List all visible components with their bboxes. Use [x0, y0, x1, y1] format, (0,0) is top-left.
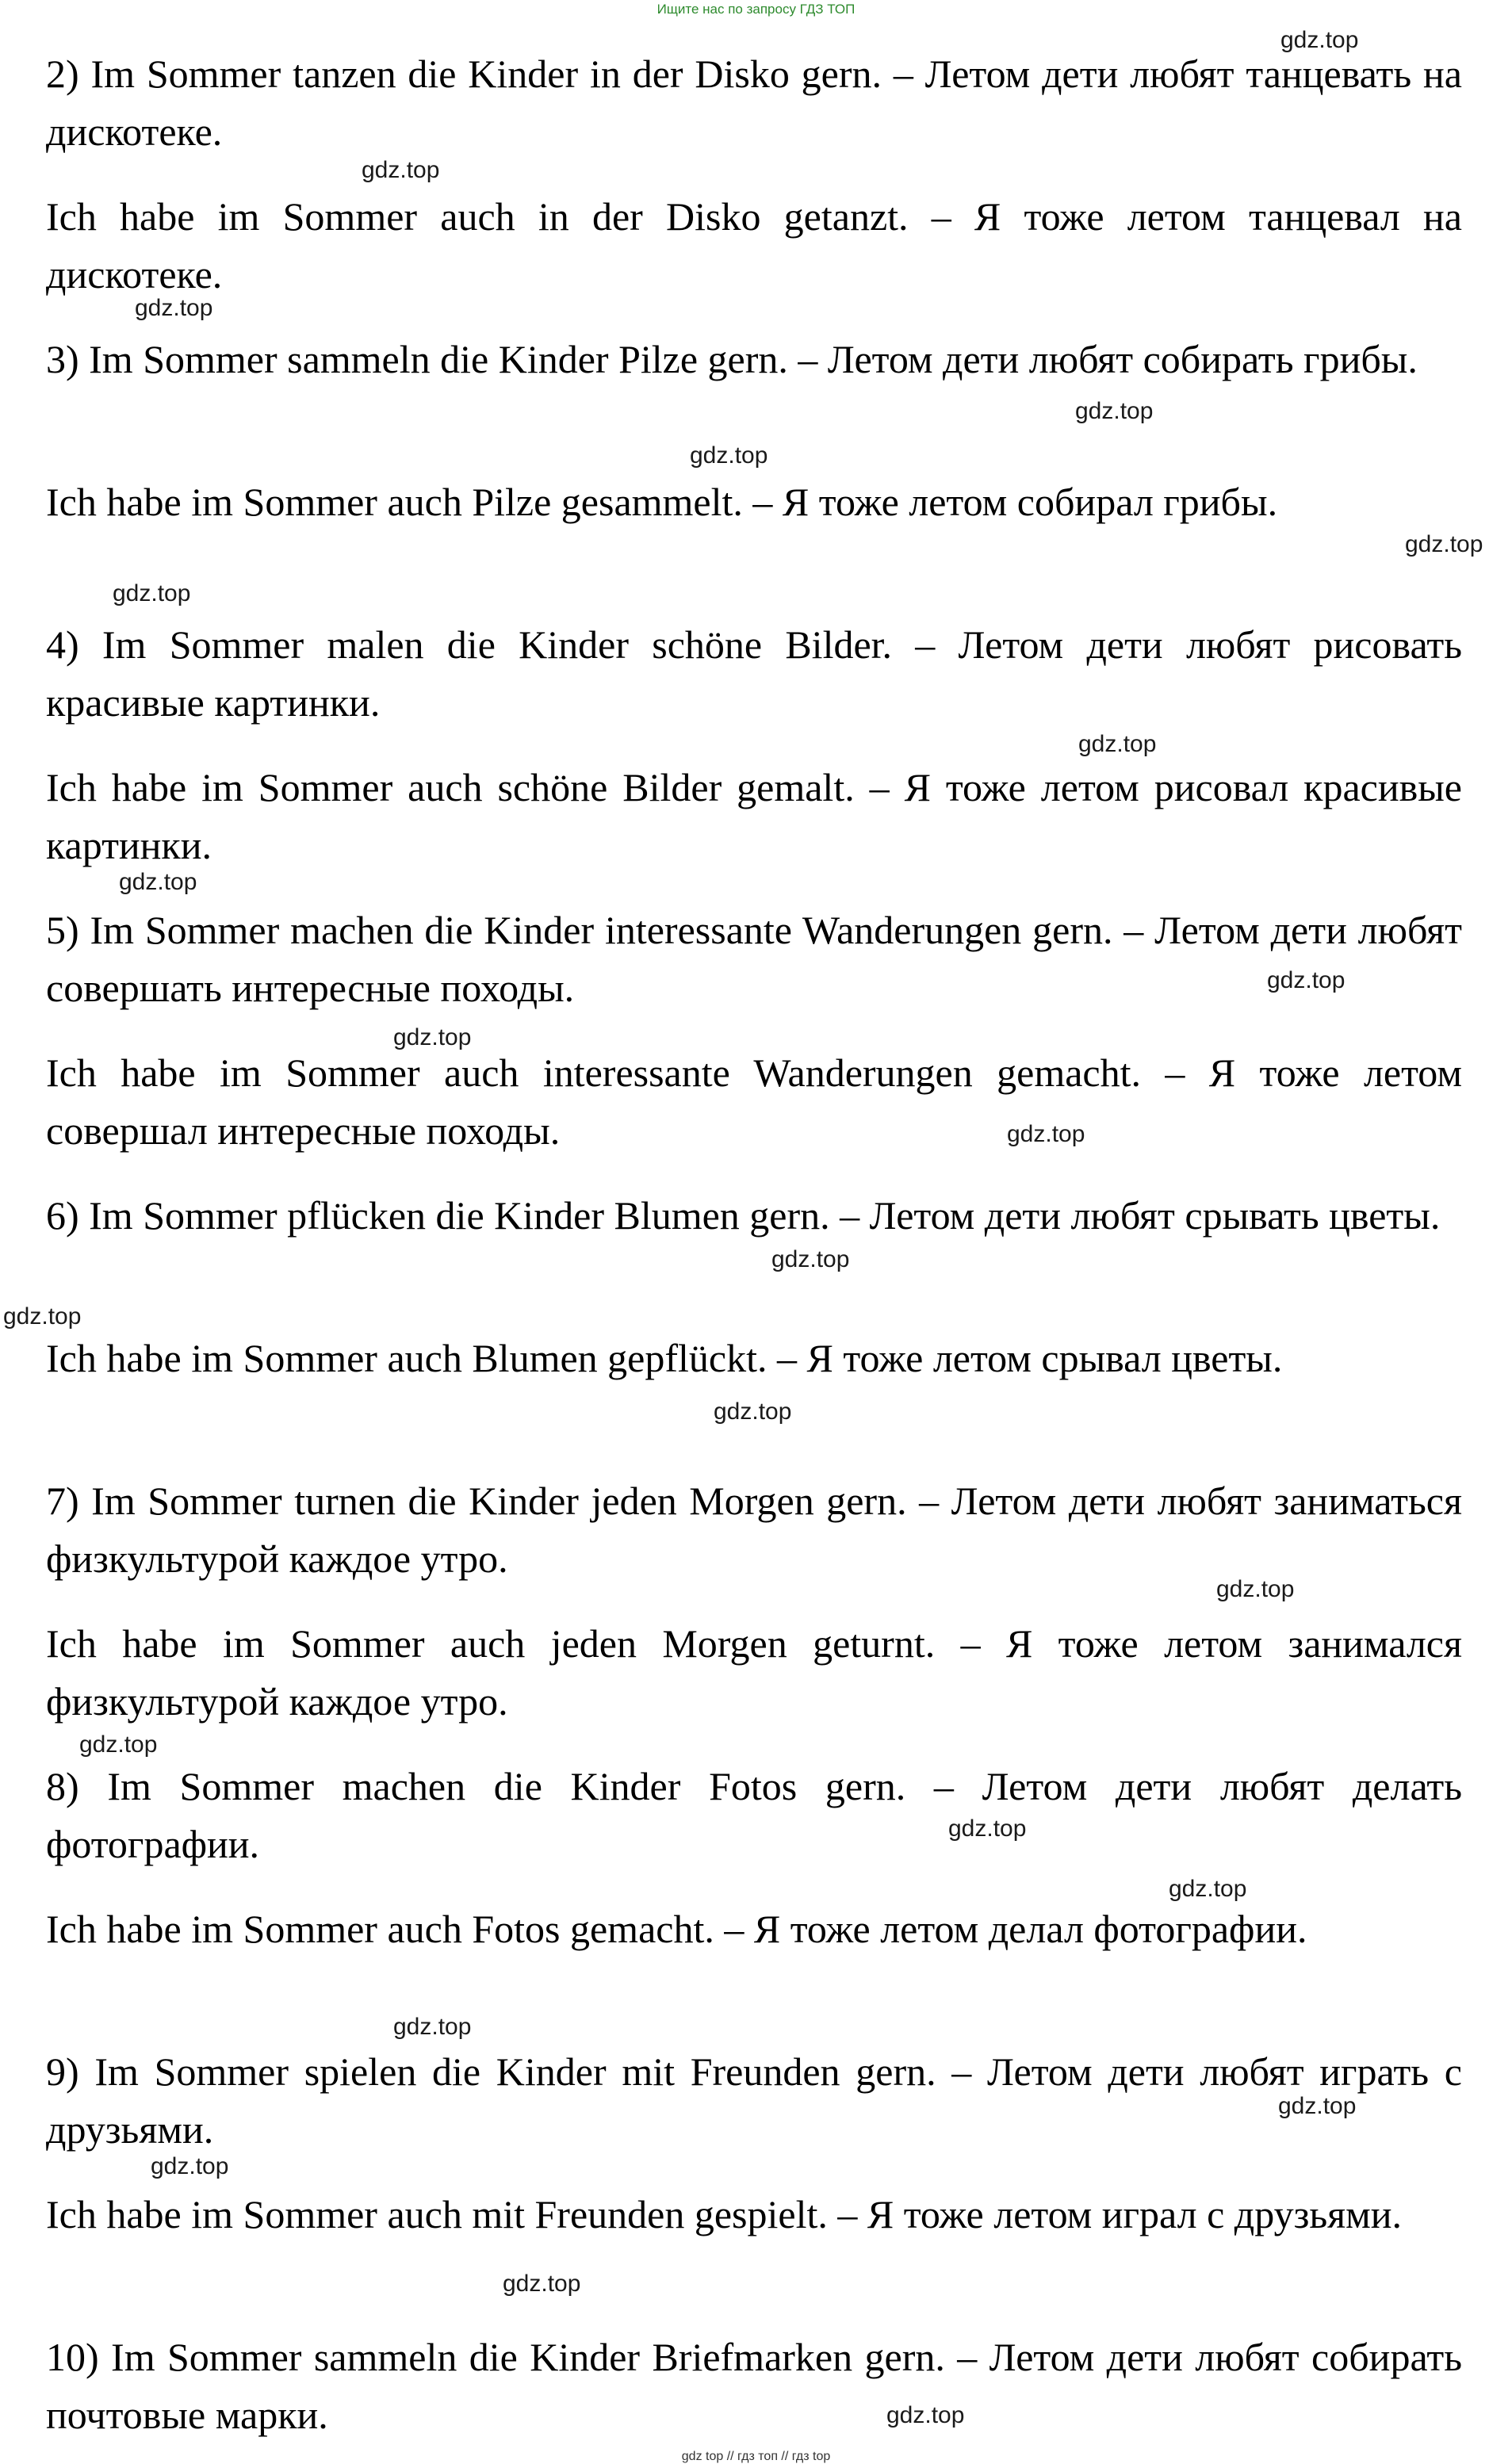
watermark: gdz.top: [393, 2014, 472, 2040]
watermark: gdz.top: [690, 442, 768, 469]
answer-9: Ich habe im Sommer auch mit Freunden gespielt. – Я тоже летом играл с друзьями.: [46, 2192, 1403, 2236]
watermark: gdz.top: [393, 1024, 472, 1050]
question-7: 7) Im Sommer turnen die Kinder jeden Morgen gern. – Летом дети любят заниматься физкультурой каждое утро.: [46, 1479, 1462, 1581]
question-4: 4) Im Sommer malen die Kinder schöne Bilder. – Летом дети любят рисовать красивые картинки.: [46, 622, 1462, 725]
question-5: 5) Im Sommer machen die Kinder interessante Wanderungen gern. – Летом дети любят совершать интересные походы.: [46, 908, 1462, 1010]
top-banner: Ищите нас по запросу ГДЗ ТОП: [656, 2, 856, 17]
watermark: gdz.top: [1280, 27, 1359, 53]
watermark: gdz.top: [886, 2402, 965, 2428]
watermark: gdz.top: [503, 2271, 581, 2297]
watermark: gdz.top: [362, 157, 440, 183]
answer-4: Ich habe im Sommer auch schöne Bilder gemalt. – Я тоже летом рисовал красивые картинки.: [46, 765, 1462, 867]
watermark: gdz.top: [1078, 731, 1157, 757]
watermark: gdz.top: [1278, 2093, 1357, 2119]
watermark: gdz.top: [135, 295, 213, 321]
answer-6: Ich habe im Sommer auch Blumen gepflückt. – Я тоже летом срывал цветы.: [46, 1336, 1283, 1380]
bottom-banner: gdz top // гдз топ // гдз top: [681, 2450, 831, 2463]
question-6: 6) Im Sommer pflücken die Kinder Blumen gern. – Летом дети любят срывать цветы.: [46, 1193, 1441, 1238]
watermark: gdz.top: [119, 869, 197, 895]
question-9: 9) Im Sommer spielen die Kinder mit Freunden gern. – Летом дети любят играть с друзьями.: [46, 2049, 1462, 2152]
question-3: 3) Im Sommer sammeln die Kinder Pilze gern. – Летом дети любят собирать грибы.: [46, 337, 1418, 381]
answer-3: Ich habe im Sommer auch Pilze gesammelt. – Я тоже летом собирал грибы.: [46, 480, 1278, 524]
question-10: 10) Im Sommer sammeln die Kinder Briefmarken gern. – Летом дети любят собирать почтовые марки.: [46, 2335, 1462, 2437]
watermark: gdz.top: [771, 1246, 850, 1272]
watermark: gdz.top: [1216, 1576, 1295, 1602]
watermark: gdz.top: [1075, 398, 1154, 424]
watermark: gdz.top: [1405, 531, 1483, 557]
question-8: 8) Im Sommer machen die Kinder Fotos gern. – Летом дети любят делать фотографии.: [46, 1764, 1462, 1866]
watermark: gdz.top: [1267, 967, 1345, 993]
answer-8: Ich habe im Sommer auch Fotos gemacht. – Я тоже летом делал фотографии.: [46, 1907, 1307, 1951]
question-2: 2) Im Sommer tanzen die Kinder in der Disko gern. – Летом дети любят танцевать на дискотеке.: [46, 52, 1462, 154]
answer-5: Ich habe im Sommer auch interessante Wanderungen gemacht. – Я тоже летом совершал интересные походы.: [46, 1050, 1462, 1153]
watermark: gdz.top: [948, 1815, 1027, 1842]
watermark: gdz.top: [79, 1731, 158, 1758]
watermark: gdz.top: [714, 1398, 792, 1425]
watermark: gdz.top: [151, 2153, 229, 2179]
answer-7: Ich habe im Sommer auch jeden Morgen geturnt. – Я тоже летом занимался физкультурой каждое утро.: [46, 1621, 1462, 1724]
watermark: gdz.top: [1169, 1876, 1247, 1902]
watermark: gdz.top: [113, 580, 191, 606]
watermark: gdz.top: [3, 1303, 82, 1330]
answer-2: Ich habe im Sommer auch in der Disko getanzt. – Я тоже летом танцевал на дискотеке.: [46, 194, 1462, 297]
watermark: gdz.top: [1007, 1121, 1085, 1147]
